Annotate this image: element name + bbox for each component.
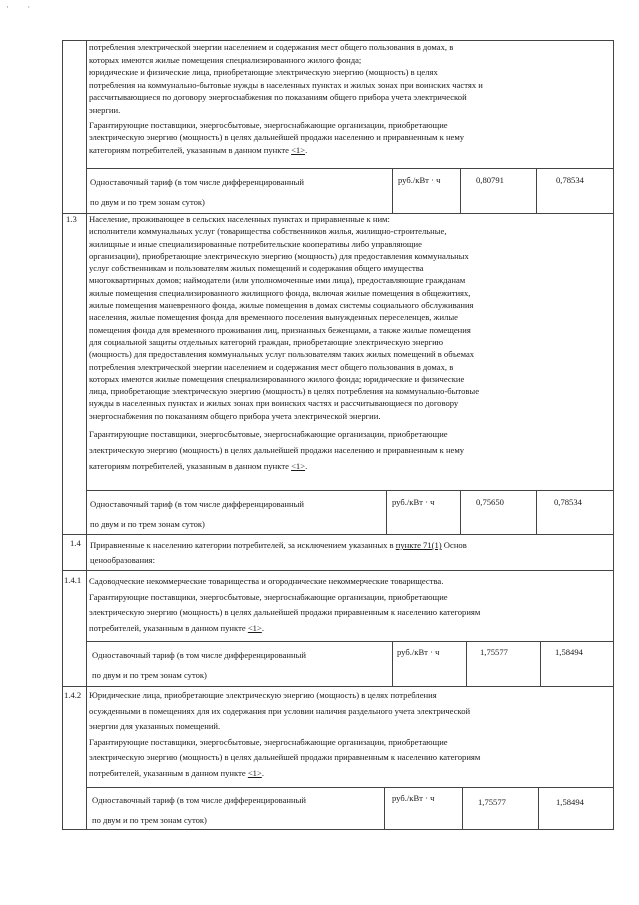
tariff-value-1: 0,80791 xyxy=(476,175,504,185)
text-line: Гарантирующие поставщики, энергосбытовые, энергоснабжающие организации, приобретающие xyxy=(89,119,448,130)
col-line xyxy=(540,641,541,686)
section-number: 1.4.2 xyxy=(64,690,82,700)
text-line: юридические и физические лица, приобретающие электрическую энергию (мощность) в целях xyxy=(89,67,438,78)
col-line xyxy=(460,490,461,534)
frame-left-line xyxy=(62,40,63,829)
tariff-unit: руб./кВт · ч xyxy=(397,647,440,657)
text-line: Юридические лица, приобретающие электрическую энергию (мощность) в целях потребления xyxy=(89,690,437,700)
tariff-value-2: 1,58494 xyxy=(555,647,583,657)
col-line xyxy=(538,787,539,829)
section-1-3-tariff-top xyxy=(86,490,614,491)
text-line: нужды в населенных пунктах и жилых зонах при воинских частях и рассчитывающиеся по договору xyxy=(89,398,459,409)
text-line: организации), приобретающие электрическую энергию (мощность) для предоставления коммунальных xyxy=(89,250,469,261)
col-line xyxy=(466,641,467,686)
text-line: Гарантирующие поставщики, энергосбытовые, энергоснабжающие организации, приобретающие xyxy=(89,736,448,747)
text-line: для социальной защиты отдельных категорий граждан, приобретающие электрическую энергию xyxy=(89,336,444,347)
text-line: жилые помещения маневренного фонда, жилые помещения в домах системы социального обслуживания xyxy=(89,300,474,311)
text-line: энергии для указанных помещений. xyxy=(89,721,221,731)
col-line xyxy=(392,641,393,686)
row-divider xyxy=(62,570,614,571)
text-fragment: Приравненные к населению категории потребителей, за исключением указанных в xyxy=(90,540,396,550)
tariff-label-line: по двум и по трем зонам суток) xyxy=(90,197,205,207)
text-line: помещения фонда для временного проживания лиц, признанных беженцами, а также жилые помещения xyxy=(89,324,471,335)
text-line: электрическую энергию (мощность) в целях дальнейшей продажи приравненным к населению категориям xyxy=(89,607,481,617)
tariff-label-line: Одноставочный тариф (в том числе дифференцированный xyxy=(92,795,306,805)
col-line xyxy=(460,168,461,213)
text-line: Гарантирующие поставщики, энергосбытовые, энергоснабжающие организации, приобретающие xyxy=(89,429,448,440)
col-line xyxy=(536,490,537,534)
col-line xyxy=(386,490,387,534)
section-number: 1.3 xyxy=(66,214,77,224)
footnote-1-link[interactable]: <1> xyxy=(247,767,262,778)
text-line: жилые помещения специализированного жилищного фонда, включая жилые помещения в общежитиях, xyxy=(89,287,471,298)
footnote-1-link[interactable]: <1> xyxy=(291,461,306,472)
section-number: 1.4.1 xyxy=(64,575,82,585)
frame-bottom-line xyxy=(62,829,614,830)
frame-right-line xyxy=(613,40,614,829)
tariff-value-2: 0,78534 xyxy=(554,497,582,507)
num-column-line xyxy=(86,40,87,829)
section-1-3-text xyxy=(89,213,611,474)
text-line: энергии. xyxy=(89,104,121,115)
tariff-value-1: 1,75577 xyxy=(480,647,508,657)
tariff-value-1: 0,75650 xyxy=(476,497,504,507)
section-1-3-tariff-label xyxy=(90,497,385,531)
text-line: ценообразования: xyxy=(90,555,156,565)
section-1-4-2-tariff-label xyxy=(92,793,387,827)
section-1-4-1-tariff-top xyxy=(86,641,614,642)
text-line: населения, жилые помещения фонда для временного поселения вынужденных переселенцев, жилые xyxy=(89,312,458,323)
tariff-value-1: 1,75577 xyxy=(478,797,506,807)
tariff-label-line: по двум и по трем зонам суток) xyxy=(92,670,207,680)
text-line: Население, проживающее в сельских населенных пунктах и приравненные к ним: xyxy=(89,214,390,224)
section-1-2-tariff-top xyxy=(86,168,614,169)
tariff-unit: руб./кВт · ч xyxy=(392,793,435,803)
text-line: услуг собственникам и пользователям жилых помещений и содержания общего имущества xyxy=(89,263,424,274)
section-1-2-text xyxy=(89,41,611,156)
text-line: которых имеются жилые помещения специализированного жилого фонда; юридические и физические xyxy=(89,373,465,384)
tariff-value-2: 1,58494 xyxy=(556,797,584,807)
section-1-4-1-text xyxy=(89,574,611,636)
text-line: электрическую энергию (мощность) в целях дальнейшей продажи населению и приравненным к нему xyxy=(89,132,465,143)
tariff-label-line: Одноставочный тариф (в том числе дифференцированный xyxy=(90,499,304,509)
section-1-4-2-tariff-top xyxy=(86,787,614,788)
text-line: многоквартирных домов; наймодатели (или уполномоченные ими лица), предоставляющие гражданам xyxy=(89,275,466,286)
col-line xyxy=(462,787,463,829)
col-line xyxy=(536,168,537,213)
tariff-unit: руб./кВт · ч xyxy=(398,175,441,185)
text-line: Гарантирующие поставщики, энергосбытовые, энергоснабжающие организации, приобретающие xyxy=(89,591,448,602)
tariff-value-2: 0,78534 xyxy=(556,175,584,185)
text-line: категориям потребителей, указанным в данном пункте <1>. xyxy=(89,461,308,472)
text-line: категориям потребителей, указанным в данном пункте <1>. xyxy=(89,144,308,155)
text-fragment: Основ xyxy=(441,540,467,550)
row-divider xyxy=(62,686,614,687)
text-line: жилищные и иные специализированные потребительские кооперативы либо управляющие xyxy=(89,238,422,249)
section-number: 1.4 xyxy=(70,538,81,548)
text-line: электрическую энергию (мощность) в целях дальнейшей продажи приравненным к населению категориям xyxy=(89,752,481,762)
text-line: осужденными в помещениях для их содержания при условии наличия раздельного учета электрической xyxy=(89,705,471,716)
tariff-unit: руб./кВт · ч xyxy=(392,497,435,507)
footnote-1-link[interactable]: <1> xyxy=(291,144,306,155)
text-line: потребления на коммунально-бытовые нужды в населенных пунктах и жилых зонах при воинских частях и xyxy=(89,79,483,90)
text-line: энергоснабжения по показаниям общего прибора учета электрической энергии. xyxy=(89,410,381,421)
text-line: которых имеются жилые помещения специализированного жилого фонда; xyxy=(89,54,362,65)
footnote-1-link[interactable]: <1> xyxy=(247,622,262,633)
tariff-label-line: Одноставочный тариф (в том числе дифференцированный xyxy=(90,177,304,187)
text-line: потребителей, указанным в данном пункте <1>. xyxy=(89,767,264,778)
text-line: потребления электрической энергии населением и содержания мест общего пользования в домах, в xyxy=(89,361,454,372)
text-line: потребления электрической энергии населением и содержания мест общего пользования в домах, в xyxy=(89,42,454,52)
text-line: лица, приобретающие электрическую энергию (мощность) в целях потребления на коммунально-бытовые xyxy=(89,386,480,397)
point-71-1-link[interactable]: пункте 71(1) xyxy=(395,540,442,550)
text-line: Садоводческие некоммерческие товарищества и огороднические некоммерческие товарищества. xyxy=(89,576,444,586)
tariff-label-line: Одноставочный тариф (в том числе дифференцированный xyxy=(92,650,306,660)
section-1-4-text xyxy=(90,538,610,568)
section-1-2-tariff-label xyxy=(90,175,385,209)
section-1-4-2-text xyxy=(89,688,611,781)
tariff-label-line: по двум и по трем зонам суток) xyxy=(90,519,205,529)
scan-marks: · · xyxy=(6,2,39,12)
col-line xyxy=(392,168,393,213)
row-divider xyxy=(62,534,614,535)
text-line: потребителей, указанным в данном пункте <1>. xyxy=(89,622,264,633)
section-1-4-1-tariff-label xyxy=(92,648,387,682)
text-line: исполнители коммунальных услуг (товарищества собственников жилья, жилищно-строительные, xyxy=(89,226,447,237)
tariff-label-line: по двум и по трем зонам суток) xyxy=(92,815,207,825)
text-line: (мощность) для предоставления коммунальных услуг пользователям таких жилых помещений в объемах xyxy=(89,349,475,360)
col-line xyxy=(384,787,385,829)
text-line xyxy=(90,538,610,553)
text-line: электрическую энергию (мощность) в целях дальнейшей продажи населению и приравненным к нему xyxy=(89,445,465,456)
text-line: рассчитывающиеся по договору энергоснабжения по показаниям общего прибора учета электрической xyxy=(89,92,467,103)
